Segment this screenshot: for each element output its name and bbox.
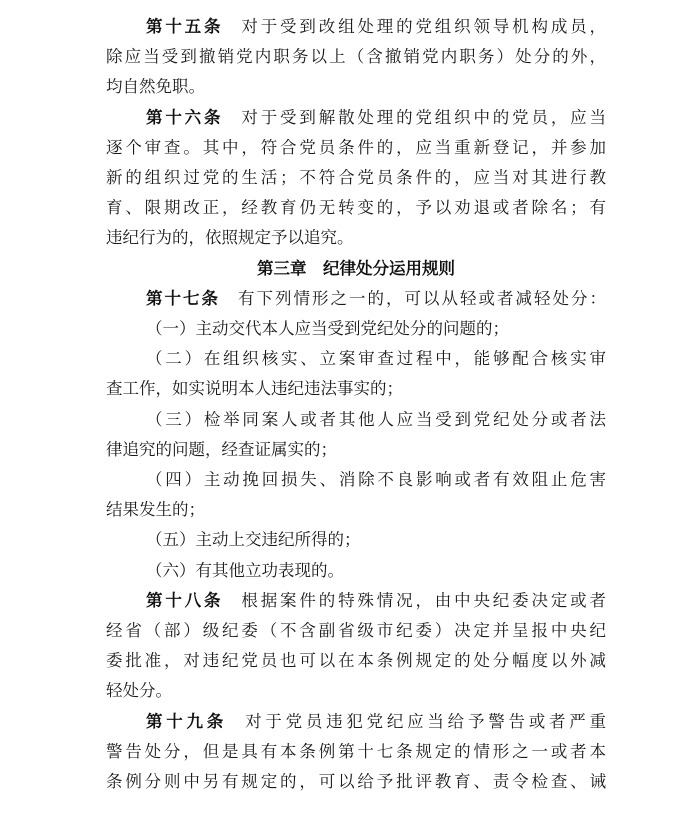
- chapter-heading: 第三章 纪律处分运用规则: [257, 258, 455, 278]
- article-17-item-2-line-1: （二）在组织核实、立案审查过程中，能够配合核实审: [146, 349, 606, 369]
- article-15-label: 第十五条: [146, 17, 224, 36]
- article-18-line-4: 轻处分。: [106, 681, 172, 701]
- article-17-item-4-line-2: 结果发生的；: [106, 500, 205, 520]
- article-16-line-2: 逐个审查。其中，符合党员条件的，应当重新登记，并参加: [106, 137, 606, 157]
- article-17-label: 第十七条: [146, 288, 220, 308]
- article-19-line-1: 第十九条 对于党员违犯党纪应当给予警告或者严重: [146, 711, 607, 731]
- article-19-line-3: 条例分则中另有规定的，可以给予批评教育、责令检查、诫: [106, 772, 606, 791]
- article-18-line-2: 经省（部）级纪委（不含副省级市纪委）决定并呈报中央纪: [106, 621, 606, 640]
- article-17-item-5: （五）主动上交违纪所得的；: [146, 530, 361, 550]
- article-16-line-5: 违纪行为的，依照规定予以追究。: [106, 228, 354, 248]
- article-18-line-1: 第十八条 根据案件的特殊情况，由中央纪委决定或者: [146, 590, 607, 610]
- article-17-item-1: （一）主动交代本人应当受到党纪处分的问题的；: [146, 319, 509, 338]
- article-18-label: 第十八条: [146, 590, 224, 610]
- article-17-item-3-line-1: （三）检举同案人或者其他人应当受到党纪处分或者法: [146, 409, 606, 429]
- article-19-label: 第十九条: [146, 711, 228, 731]
- article-16-line-4: 育、限期改正，经教育仍无转变的，予以劝退或者除名；有: [106, 198, 606, 218]
- article-16-line-3: 新的组织过党的生活；不符合党员条件的，应当对其进行教: [106, 168, 606, 187]
- article-15-line-3: 均自然免职。: [106, 77, 205, 97]
- article-16-label: 第十六条: [146, 107, 224, 127]
- article-16-line-1: 第十六条 对于受到解散处理的党组织中的党员，应当: [146, 107, 607, 127]
- article-15-line-1: 第十五条 对于受到改组处理的党组织领导机构成员，: [146, 17, 607, 36]
- article-18-line-3: 委批准，对违纪党员也可以在本条例规定的处分幅度以外减: [106, 651, 606, 671]
- article-15-line-2: 除应当受到撤销党内职务以上（含撤销党内职务）处分的外，: [106, 47, 606, 67]
- article-17-item-3-line-2: 律追究的问题，经查证属实的；: [106, 439, 337, 459]
- article-17-line-1: 第十七条 有下列情形之一的，可以从轻或者减轻处分：: [146, 288, 606, 308]
- article-17-item-6: （六）有其他立功表现的。: [146, 560, 344, 580]
- article-17-item-2-line-2: 查工作，如实说明本人违纪违法事实的；: [106, 379, 403, 399]
- article-17-item-4-line-1: （四）主动挽回损失、消除不良影响或者有效阻止危害: [146, 470, 606, 489]
- article-19-line-2: 警告处分，但是具有本条例第十七条规定的情形之一或者本: [106, 741, 606, 761]
